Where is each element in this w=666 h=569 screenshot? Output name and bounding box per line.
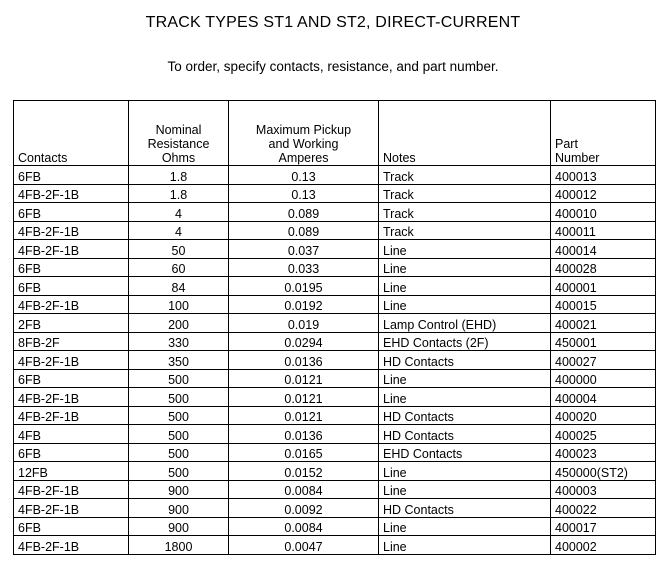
cell-nominal-resistance-ohms: 1800 [129,536,229,555]
cell-nominal-resistance-ohms: 4 [129,221,229,240]
cell-nominal-resistance-ohms: 500 [129,388,229,407]
cell-part-number: 400004 [551,388,656,407]
cell-notes: HD Contacts [379,499,551,518]
cell-maximum-pickup-working-amperes: 0.0136 [229,351,379,370]
cell-maximum-pickup-working-amperes: 0.0121 [229,406,379,425]
cell-maximum-pickup-working-amperes: 0.019 [229,314,379,333]
cell-part-number: 400001 [551,277,656,296]
cell-notes: Line [379,388,551,407]
cell-contacts: 8FB-2F [14,332,129,351]
cell-nominal-resistance-ohms: 330 [129,332,229,351]
cell-maximum-pickup-working-amperes: 0.0152 [229,462,379,481]
column-header-resistance-line1: Nominal [155,123,202,137]
column-header-resistance-line3: Ohms [161,151,196,165]
table-row [14,425,656,444]
page-subtitle: To order, specify contacts, resistance, and part number. [167,59,499,75]
cell-maximum-pickup-working-amperes: 0.0121 [229,369,379,388]
cell-nominal-resistance-ohms: 900 [129,517,229,536]
table-body [14,166,656,555]
cell-notes: HD Contacts [379,351,551,370]
cell-part-number: 400015 [551,295,656,314]
cell-part-number: 400003 [551,480,656,499]
column-header-amperes-line3: Amperes [278,151,329,165]
cell-contacts: 6FB [14,517,129,536]
cell-contacts: 6FB [14,166,129,185]
cell-part-number: 400022 [551,499,656,518]
cell-notes: Line [379,258,551,277]
cell-maximum-pickup-working-amperes: 0.0121 [229,388,379,407]
cell-maximum-pickup-working-amperes: 0.0192 [229,295,379,314]
cell-part-number: 400011 [551,221,656,240]
cell-nominal-resistance-ohms: 1.8 [129,166,229,185]
cell-notes: Line [379,517,551,536]
cell-contacts: 4FB-2F-1B [14,536,129,555]
table-row [14,240,656,259]
cell-contacts: 4FB-2F-1B [14,295,129,314]
table-row [14,443,656,462]
table-row [14,369,656,388]
table-row [14,277,656,296]
cell-maximum-pickup-working-amperes: 0.037 [229,240,379,259]
table-row [14,184,656,203]
table-header-row [14,101,656,166]
cell-contacts: 4FB-2F-1B [14,406,129,425]
cell-nominal-resistance-ohms: 50 [129,240,229,259]
cell-maximum-pickup-working-amperes: 0.0195 [229,277,379,296]
cell-part-number: 400002 [551,536,656,555]
cell-contacts: 4FB-2F-1B [14,480,129,499]
column-header-amperes-line1: Maximum Pickup [255,123,352,137]
table-row [14,166,656,185]
cell-notes: Line [379,536,551,555]
cell-nominal-resistance-ohms: 500 [129,406,229,425]
cell-notes: EHD Contacts (2F) [379,332,551,351]
table-row [14,221,656,240]
table-row [14,314,656,333]
cell-part-number: 400027 [551,351,656,370]
cell-maximum-pickup-working-amperes: 0.13 [229,166,379,185]
cell-nominal-resistance-ohms: 84 [129,277,229,296]
column-header-amperes-line2: and Working [268,137,339,151]
cell-maximum-pickup-working-amperes: 0.0165 [229,443,379,462]
column-header-nominal-resistance-ohms [129,101,229,166]
table-header [14,101,656,166]
cell-maximum-pickup-working-amperes: 0.0294 [229,332,379,351]
cell-notes: Track [379,221,551,240]
track-types-spec-table [13,100,656,555]
cell-nominal-resistance-ohms: 500 [129,443,229,462]
spec-table-container [13,100,655,555]
cell-notes: HD Contacts [379,406,551,425]
cell-notes: Line [379,295,551,314]
column-header-part-line1: Part [555,137,578,151]
cell-part-number: 400012 [551,184,656,203]
cell-notes: Lamp Control (EHD) [379,314,551,333]
cell-part-number: 400017 [551,517,656,536]
cell-maximum-pickup-working-amperes: 0.0084 [229,517,379,536]
column-header-part-line2: Number [555,151,600,165]
cell-notes: Track [379,166,551,185]
column-header-contacts-label: Contacts [18,151,68,165]
table-row [14,258,656,277]
cell-maximum-pickup-working-amperes: 0.089 [229,221,379,240]
table-row [14,388,656,407]
cell-notes: Line [379,480,551,499]
cell-nominal-resistance-ohms: 900 [129,499,229,518]
cell-part-number: 400014 [551,240,656,259]
cell-notes: EHD Contacts [379,443,551,462]
column-header-notes-label: Notes [383,151,416,165]
table-row [14,203,656,222]
cell-nominal-resistance-ohms: 60 [129,258,229,277]
column-header-notes [379,101,551,166]
table-row [14,462,656,481]
cell-nominal-resistance-ohms: 100 [129,295,229,314]
cell-notes: Track [379,184,551,203]
cell-nominal-resistance-ohms: 500 [129,369,229,388]
cell-contacts: 4FB-2F-1B [14,240,129,259]
table-row [14,517,656,536]
cell-notes: Line [379,277,551,296]
cell-maximum-pickup-working-amperes: 0.0047 [229,536,379,555]
cell-nominal-resistance-ohms: 1.8 [129,184,229,203]
cell-notes: Track [379,203,551,222]
cell-maximum-pickup-working-amperes: 0.033 [229,258,379,277]
cell-contacts: 4FB-2F-1B [14,351,129,370]
table-row [14,351,656,370]
cell-contacts: 4FB-2F-1B [14,499,129,518]
cell-part-number: 450000(ST2) [551,462,656,481]
column-header-part-number [551,101,656,166]
cell-nominal-resistance-ohms: 500 [129,462,229,481]
table-row [14,295,656,314]
cell-contacts: 2FB [14,314,129,333]
cell-nominal-resistance-ohms: 900 [129,480,229,499]
cell-part-number: 400000 [551,369,656,388]
cell-part-number: 400023 [551,443,656,462]
cell-contacts: 6FB [14,277,129,296]
table-row [14,406,656,425]
cell-part-number: 400028 [551,258,656,277]
table-row [14,480,656,499]
cell-maximum-pickup-working-amperes: 0.0136 [229,425,379,444]
cell-nominal-resistance-ohms: 350 [129,351,229,370]
cell-notes: Line [379,240,551,259]
cell-maximum-pickup-working-amperes: 0.0084 [229,480,379,499]
table-row [14,332,656,351]
cell-part-number: 400010 [551,203,656,222]
cell-contacts: 6FB [14,443,129,462]
cell-contacts: 4FB-2F-1B [14,388,129,407]
cell-maximum-pickup-working-amperes: 0.0092 [229,499,379,518]
table-row [14,536,656,555]
column-header-maximum-pickup-working-amperes [229,101,379,166]
cell-contacts: 4FB [14,425,129,444]
cell-part-number: 400025 [551,425,656,444]
cell-contacts: 6FB [14,203,129,222]
cell-part-number: 400013 [551,166,656,185]
column-header-contacts [14,101,129,166]
cell-contacts: 6FB [14,369,129,388]
cell-maximum-pickup-working-amperes: 0.13 [229,184,379,203]
cell-part-number: 450001 [551,332,656,351]
cell-nominal-resistance-ohms: 500 [129,425,229,444]
table-row [14,499,656,518]
cell-part-number: 400020 [551,406,656,425]
cell-contacts: 4FB-2F-1B [14,221,129,240]
column-header-resistance-line2: Resistance [147,137,210,151]
cell-contacts: 4FB-2F-1B [14,184,129,203]
cell-contacts: 6FB [14,258,129,277]
cell-notes: Line [379,462,551,481]
page-title: TRACK TYPES ST1 AND ST2, DIRECT-CURRENT [145,14,521,31]
cell-maximum-pickup-working-amperes: 0.089 [229,203,379,222]
cell-nominal-resistance-ohms: 200 [129,314,229,333]
cell-contacts: 12FB [14,462,129,481]
cell-notes: HD Contacts [379,425,551,444]
cell-notes: Line [379,369,551,388]
cell-part-number: 400021 [551,314,656,333]
cell-nominal-resistance-ohms: 4 [129,203,229,222]
